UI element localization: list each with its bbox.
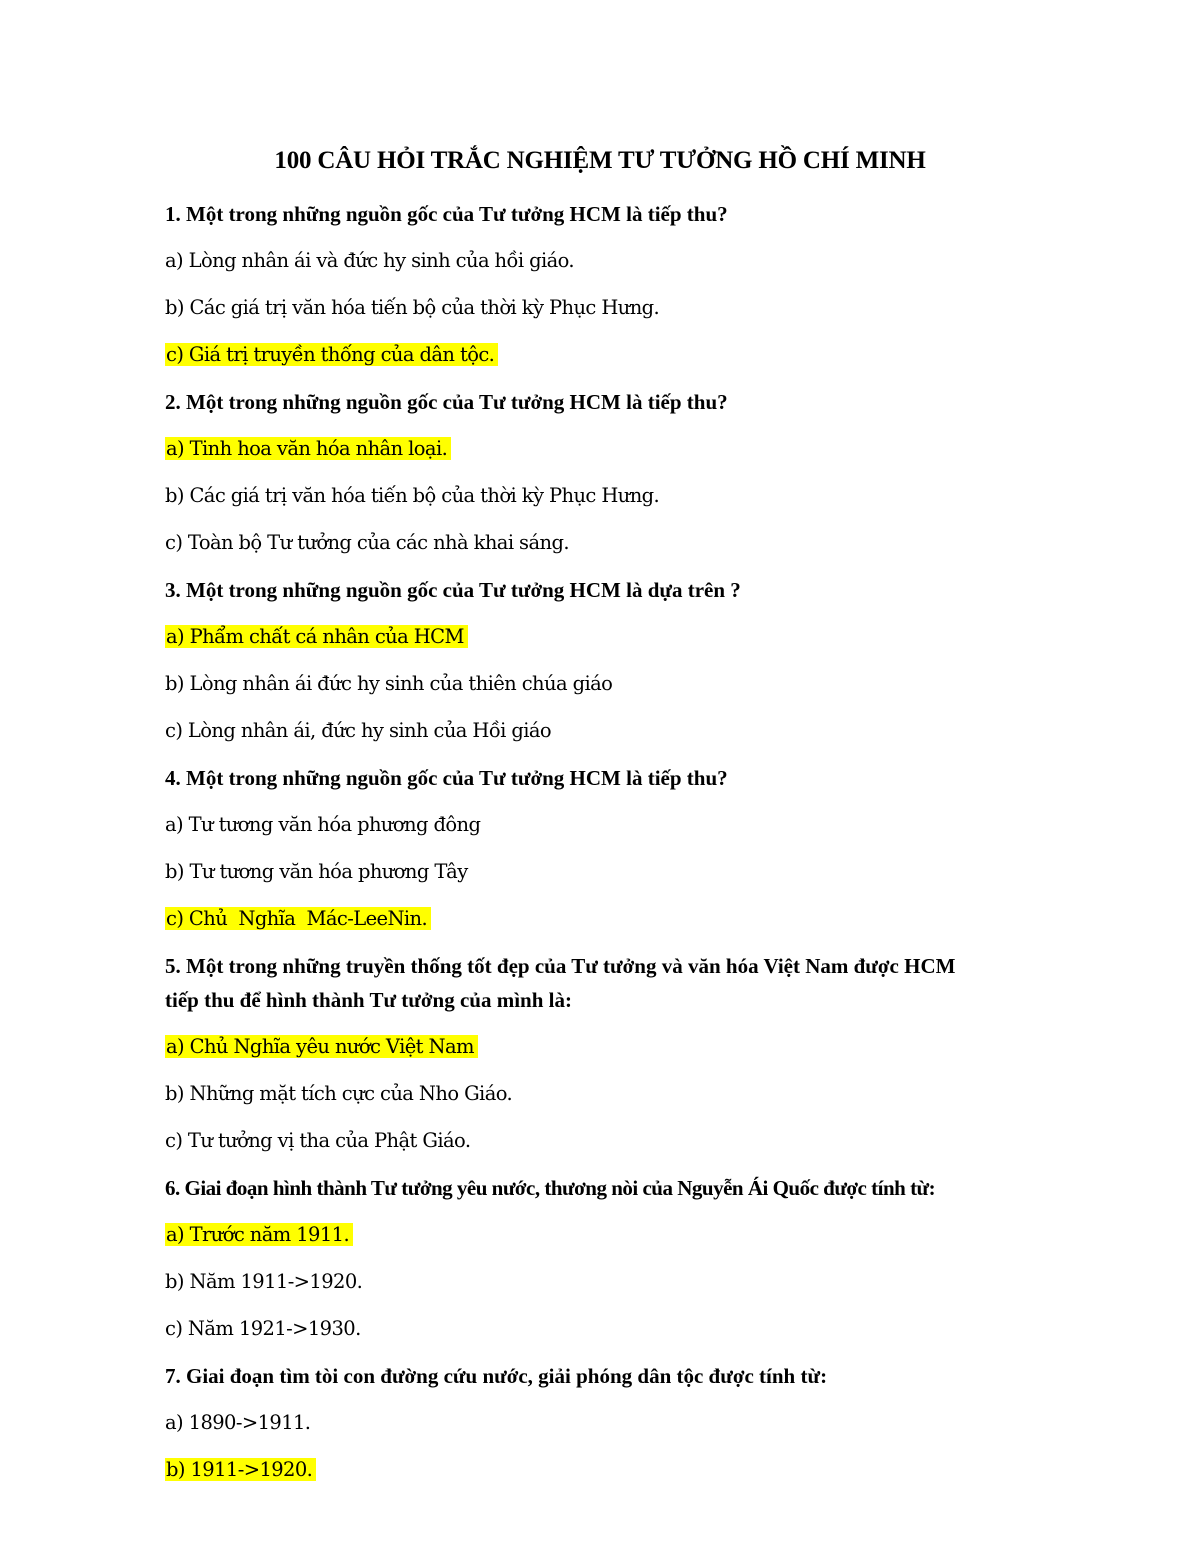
question-4-option-a xyxy=(165,810,480,840)
highlighted-answer: a) Trước năm 1911. xyxy=(165,1223,353,1246)
option-text: a) 1890->1911. xyxy=(165,1411,311,1434)
option-text: c) Lòng nhân ái, đức hy sinh của Hồi giáo xyxy=(165,719,552,742)
document-title: 100 CÂU HỎI TRẮC NGHIỆM TƯ TƯỞNG HỒ CHÍ MINH xyxy=(274,147,926,174)
question-2-option-a-answer xyxy=(165,434,451,464)
option-text: c) Toàn bộ Tư tưởng của các nhà khai sáng. xyxy=(165,531,569,554)
question-4-option-c-answer xyxy=(165,904,431,934)
option-text: c) Năm 1921->1930. xyxy=(165,1317,361,1340)
option-text: c) Tư tưởng vị tha của Phật Giáo. xyxy=(165,1129,471,1152)
question-1-option-c-answer xyxy=(165,340,498,370)
question-5-text-line-1: 5. Một trong những truyền thống tốt đẹp của Tư tưởng và văn hóa Việt Nam được HCM xyxy=(165,954,956,978)
question-3-option-c xyxy=(165,716,551,746)
question-3-text: 3. Một trong những nguồn gốc của Tư tưởng HCM là dựa trên ? xyxy=(165,578,741,602)
option-text: a) Lòng nhân ái và đức hy sinh của hồi giáo. xyxy=(165,249,575,272)
highlighted-answer: c) Giá trị truyền thống của dân tộc. xyxy=(165,343,498,366)
highlighted-answer: a) Tinh hoa văn hóa nhân loại. xyxy=(165,437,451,460)
question-7-option-b-answer xyxy=(165,1455,316,1485)
question-6-option-a-answer xyxy=(165,1220,353,1250)
question-5-option-b xyxy=(165,1079,512,1109)
question-2-text: 2. Một trong những nguồn gốc của Tư tưởng HCM là tiếp thu? xyxy=(165,390,728,414)
question-7-text: 7. Giai đoạn tìm tòi con đường cứu nước, giải phóng dân tộc được tính từ: xyxy=(165,1364,828,1388)
question-5-text-line-2: tiếp thu để hình thành Tư tưởng của mình là: xyxy=(165,988,572,1012)
highlighted-answer: b) 1911->1920. xyxy=(165,1458,316,1481)
option-text: b) Lòng nhân ái đức hy sinh của thiên chúa giáo xyxy=(165,672,613,695)
question-3-option-a-answer xyxy=(165,622,468,652)
highlighted-answer: c) Chủ Nghĩa Mác-LeeNin. xyxy=(165,907,431,930)
question-5-option-c xyxy=(165,1126,470,1156)
question-7-option-a xyxy=(165,1408,310,1438)
question-1-option-b xyxy=(165,293,659,323)
question-4-option-b xyxy=(165,857,468,887)
question-4-text: 4. Một trong những nguồn gốc của Tư tưởng HCM là tiếp thu? xyxy=(165,766,728,790)
option-text: b) Các giá trị văn hóa tiến bộ của thời kỳ Phục Hưng. xyxy=(165,296,660,319)
question-3-option-b xyxy=(165,669,612,699)
question-2-option-b xyxy=(165,481,659,511)
option-text: a) Tư tương văn hóa phương đông xyxy=(165,813,481,836)
question-1-option-a xyxy=(165,246,574,276)
option-text: b) Những mặt tích cực của Nho Giáo. xyxy=(165,1082,513,1105)
option-text: b) Các giá trị văn hóa tiến bộ của thời kỳ Phục Hưng. xyxy=(165,484,660,507)
highlighted-answer: a) Chủ Nghĩa yêu nước Việt Nam xyxy=(165,1035,478,1058)
question-2-option-c xyxy=(165,528,569,558)
option-text: b) Năm 1911->1920. xyxy=(165,1270,363,1293)
question-1-text: 1. Một trong những nguồn gốc của Tư tưởng HCM là tiếp thu? xyxy=(165,202,728,226)
question-6-text: 6. Giai đoạn hình thành Tư tưởng yêu nước, thương nòi của Nguyễn Ái Quốc được tính từ: xyxy=(165,1176,936,1200)
question-6-option-b xyxy=(165,1267,362,1297)
question-6-option-c xyxy=(165,1314,361,1344)
highlighted-answer: a) Phẩm chất cá nhân của HCM xyxy=(165,625,468,648)
question-5-option-a-answer xyxy=(165,1032,478,1062)
option-text: b) Tư tương văn hóa phương Tây xyxy=(165,860,468,883)
